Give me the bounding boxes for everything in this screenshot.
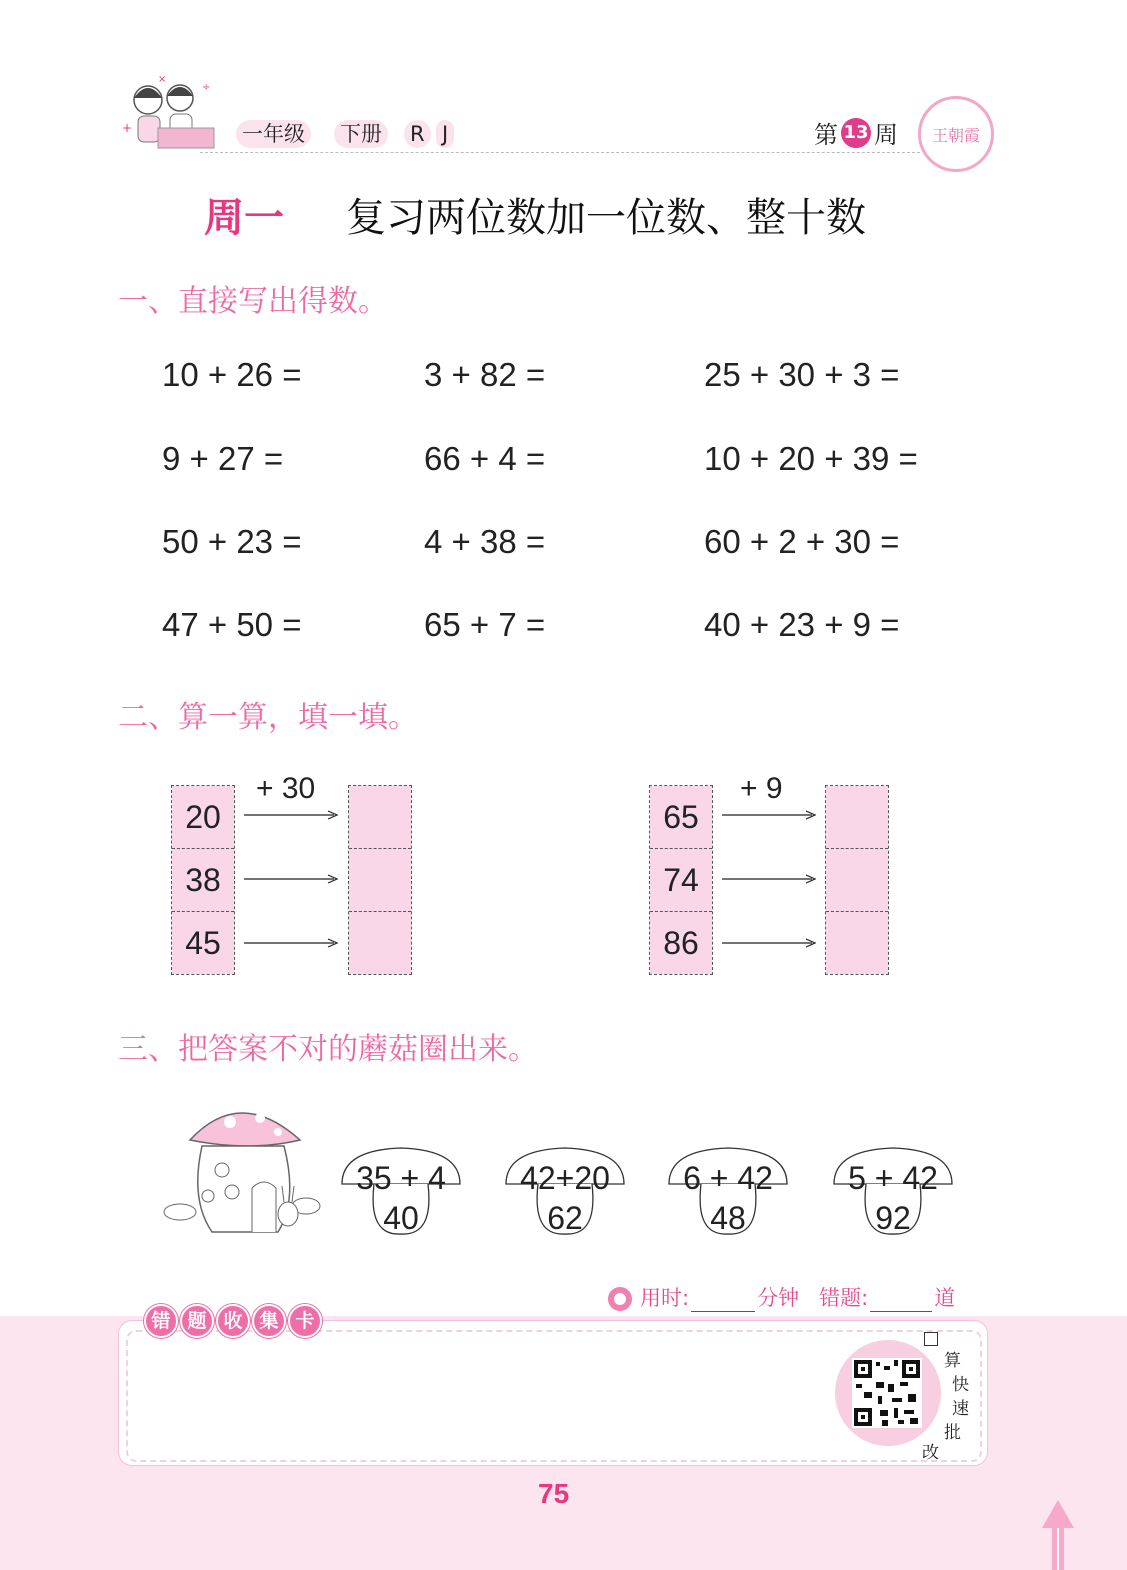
week-suffix: 周 — [874, 121, 898, 149]
equation: 3 + 82 = — [424, 356, 546, 393]
equation: 4 + 38 = — [424, 523, 546, 560]
input-column — [649, 785, 713, 975]
volume-label: 下册 — [334, 120, 388, 148]
card-title-char: 题 — [180, 1304, 214, 1338]
input-cell: 20 — [172, 786, 234, 849]
header-divider — [200, 152, 920, 153]
card-title — [144, 1304, 322, 1338]
mushroom-answer: 48 — [710, 1200, 746, 1236]
section1-heading: 一、直接写出得数。 — [118, 284, 388, 319]
qr-label-char: 速 — [952, 1399, 969, 1419]
mushroom-answer: 62 — [547, 1200, 583, 1236]
mushroom-expression: 35 + 4 — [356, 1160, 446, 1196]
answer-box[interactable] — [349, 849, 411, 912]
arrow-icon — [722, 938, 816, 948]
operation-label: + 30 — [256, 772, 316, 805]
qr-label-char: 快 — [952, 1375, 969, 1395]
answer-box[interactable] — [826, 849, 888, 912]
answer-column — [825, 785, 889, 975]
checkbox-icon — [924, 1332, 938, 1346]
equation: 10 + 20 + 39 = — [704, 440, 918, 477]
input-cell: 38 — [172, 849, 234, 912]
equation: 9 + 27 = — [162, 440, 284, 477]
input-cell: 86 — [650, 912, 712, 974]
mushroom-answer: 40 — [383, 1200, 419, 1236]
input-cell: 45 — [172, 912, 234, 974]
equation: 60 + 2 + 30 = — [704, 523, 900, 560]
equation: 50 + 23 = — [162, 523, 302, 560]
kids-illustration — [118, 72, 218, 162]
mushroom-problem[interactable] — [504, 1142, 626, 1242]
up-arrow-icon — [1040, 1498, 1076, 1570]
author-seal — [918, 96, 994, 172]
answer-box[interactable] — [826, 786, 888, 849]
arrow-icon — [722, 874, 816, 884]
mushroom-answer: 92 — [875, 1200, 911, 1236]
minutes-label: 分钟 — [757, 1286, 800, 1310]
card-title-char: 错 — [144, 1304, 178, 1338]
mushroom-problem[interactable] — [667, 1142, 789, 1242]
svg-text:×: × — [158, 74, 167, 85]
input-cell: 65 — [650, 786, 712, 849]
arrow-icon — [244, 938, 338, 948]
stopwatch-icon — [608, 1287, 632, 1311]
equation: 10 + 26 = — [162, 356, 302, 393]
edition-r-label: R — [404, 120, 431, 148]
qr-label-char: 批 — [944, 1423, 961, 1443]
mushroom-problem[interactable] — [832, 1142, 954, 1242]
edition-j-label: J — [436, 120, 454, 148]
seal-text: 王朝霞 — [931, 125, 980, 145]
qr-code-icon[interactable] — [852, 1358, 922, 1428]
equation: 66 + 4 = — [424, 440, 546, 477]
card-title-char: 收 — [216, 1304, 250, 1338]
errors-unit: 道 — [934, 1286, 956, 1310]
input-cell: 74 — [650, 849, 712, 912]
arrow-icon — [722, 810, 816, 820]
equation: 47 + 50 = — [162, 606, 302, 643]
operation-label: + 9 — [740, 772, 783, 805]
equation: 65 + 7 = — [424, 606, 546, 643]
mushroom-expression: 42+20 — [520, 1160, 610, 1196]
equation: 40 + 23 + 9 = — [704, 606, 900, 643]
time-label: 用时: — [640, 1286, 690, 1310]
answer-box[interactable] — [349, 786, 411, 849]
errors-label: 错题: — [819, 1286, 869, 1310]
page-number: 75 — [538, 1478, 570, 1509]
week-indicator — [814, 115, 898, 150]
card-title-char: 卡 — [288, 1304, 322, 1338]
section2-heading: 二、算一算，填一填。 — [118, 700, 418, 735]
page-title: 复习两位数加一位数、整十数 — [346, 195, 866, 241]
grade-label: 一年级 — [236, 120, 311, 148]
input-column — [171, 785, 235, 975]
time-blank[interactable] — [691, 1293, 755, 1312]
section3-heading: 三、把答案不对的蘑菇圈出来。 — [118, 1032, 538, 1067]
mushroom-problem[interactable] — [340, 1142, 462, 1242]
time-record — [608, 1282, 955, 1312]
equation: 25 + 30 + 3 = — [704, 356, 900, 393]
mushroom-expression: 6 + 42 — [683, 1160, 773, 1196]
mushroom-house-illustration — [160, 1100, 325, 1246]
answer-box[interactable] — [349, 912, 411, 974]
card-title-char: 集 — [252, 1304, 286, 1338]
answer-column — [348, 785, 412, 975]
svg-text:÷: ÷ — [202, 82, 211, 93]
qr-label-char: 改 — [922, 1443, 939, 1463]
mushroom-expression: 5 + 42 — [848, 1160, 938, 1196]
week-prefix: 第 — [814, 121, 838, 149]
qr-label-char: 算 — [944, 1351, 961, 1371]
svg-text:+: + — [122, 121, 133, 135]
arrow-icon — [244, 874, 338, 884]
errors-blank[interactable] — [870, 1293, 932, 1312]
arrow-icon — [244, 810, 338, 820]
day-label: 周一 — [204, 195, 284, 241]
week-number-badge: 13 — [841, 118, 871, 148]
answer-box[interactable] — [826, 912, 888, 974]
